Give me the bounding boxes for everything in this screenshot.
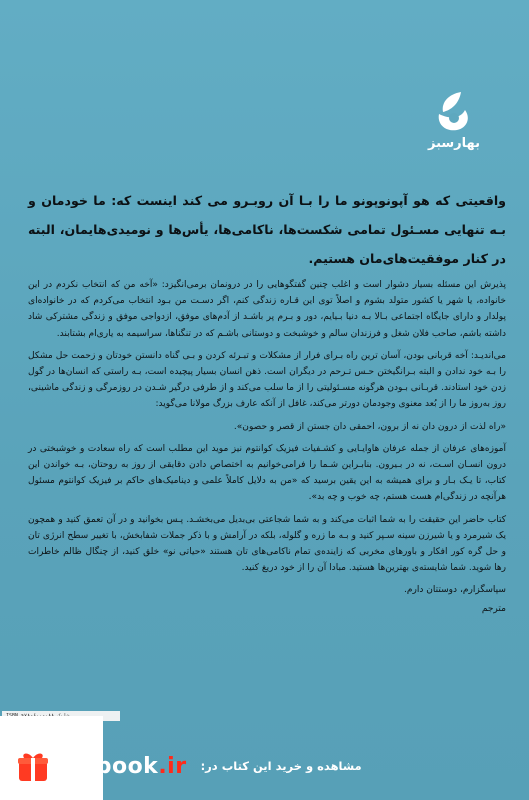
translator-label: مترجم — [481, 603, 506, 614]
publisher-name: بهارسبز — [427, 136, 480, 151]
brand-name[interactable] — [56, 754, 187, 779]
paragraph-1: پذیرش این مسئله بسیار دشوار است و اغلب چنین گفتگوهایی را در درونمان برمی‌انگیزد: «آخه من که انتخاب نکردم در این خانواده، یا شهر یا کشور متولد بشوم و اصلاً توی این قـاره زندگی کنم، اگر دسـت من بـود انتخاب می‌کردم که در خانواده‌ای پولدار و دارای جایگاه اجتماعی بـالا بـه دنیا بـیایم، دور و بـرم پر باشـد از آدم‌های موفق، ازدواجی موفق و زندگی مشترکی شاد داشته باشم، صاحب فلان شغل و فرزندان سالم و خوشبخت و دوستانی باشـم که در تنگناها، سراسیمه به یاری‌ام بشتابند. — [28, 280, 506, 339]
paragraph-3: آموزه‌های عرفان از جمله عرفان هاوایـایی و کشـفیات فیزیک کوانتوم نیز موید این مطلب است که راه سعادت و خوشبختی در درون انسـان اسـت، نه در بـیرون. بنابـراین شـما را فرامی‌خوانیم به اختصاص دادن دقایقی از روز به روحتان، بـه خواندن این کتاب، تا یـک بـار و برای همیشه به این یقین برسید که «من به دلایل کاملاً علمی و دینامیک‌های حاکم بر فیزیک کوانتوم مسئول هرآنچه در زندگی‌ام هست هستم، چه خوب و چه بد». — [28, 443, 506, 503]
quote-paragraph: «راه لذت از درون دان نه از برون، احمقی دان جستن از قصر و حصون». — [233, 421, 506, 432]
brand-caption: مشاهده و خرید این کتاب در: — [200, 759, 362, 773]
publisher-logo — [419, 88, 489, 166]
cover-text — [28, 186, 506, 617]
gift-icon — [16, 749, 50, 783]
watermark-bar[interactable] — [16, 748, 396, 784]
leaf-icon — [431, 88, 477, 134]
paragraph-4: کتاب حاضر این حقیقت را به شما اثبات می‌کند و به شما شجاعتی بی‌بدیل می‌بخشـد. پـس بخوانید و در آن تعمق کنید و همچون یک شیرمرد و یا شیرزن سینه سـپر کنید و بـه ما زره و گلوله، بلکه در آرامش و با ذکر جملات شفابخش، با تغییر سطح انرژی تان و حل گره کور افکار و باورهای مخربی که زاینده‌ی تمام ناکامی‌های تان هستند «حیاتی نو» خلق کنید، از چنگال ظالم خاطرات رها شوید. شما شایسته‌ی بهترین‌ها هستید. مبادا آن را از خود دریغ کنید. — [28, 514, 506, 574]
paragraph-2: می‌اندیـد: آخه قربانی بودن، آسان ترین راه بـرای فرار از مشکلات و تبـرئه کردن و بـی گناه دانستن خودتان و زحمت حل مشکل را بـه خود ندادن و البته بـرانگیختن حـس تـرحم در دیگران است. ذهن انسان بسیار پیچیده است، بـه راستی که انسان‌ها در گول زدن خود استادند. قربـانی بـودن هرگونه مسـئولیتی را از ما سلب می‌کند و از طرفی درگیر شـدن در روزمرگی و زندگی ماشینی، روز به‌روز ما را از بُعد معنوی وجودمان دورتر می‌کند، غافل از آنکه عارف بزرگ مولانا می‌گوید: — [28, 350, 506, 410]
closing-line: سپاسگزارم، دوستتان دارم. — [403, 585, 506, 596]
brand-tld: .ir — [158, 753, 187, 779]
brand-prefix: idebook — [56, 753, 159, 779]
intro-statement: واقعیتی که هو آپونوپونو ما را بـا آن روبـرو می کند اینست که: ما خودمان و بـه تنهایی مسـئول تمامی شکست‌ها، ناکامی‌ها، یأس‌ها و نومیدی‌هایمان، البته در کنار موفقیت‌های‌مان هستیم. — [28, 193, 506, 266]
